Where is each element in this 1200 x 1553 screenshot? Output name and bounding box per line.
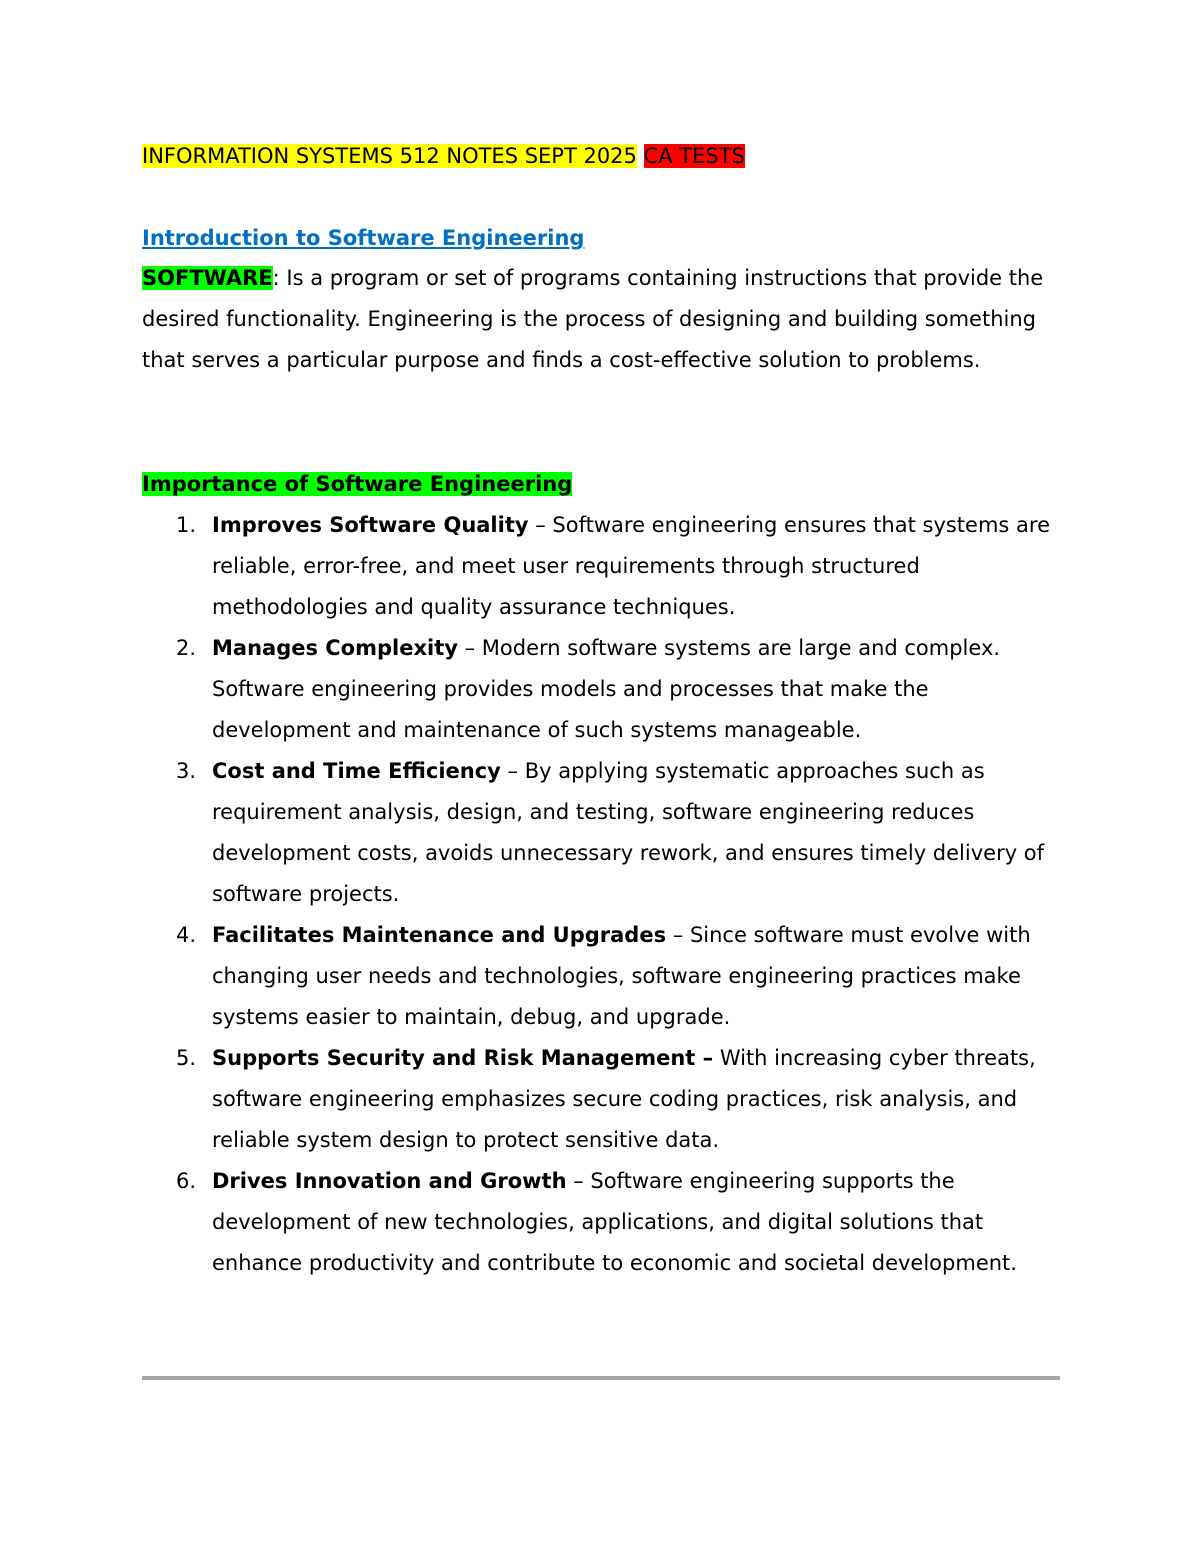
list-item-title: Supports Security and Risk Management – [212, 1046, 714, 1070]
list-item-text: – By applying systematic approaches such as requirement analysis, design, and testing, software engineering reduces development costs, avoids unnecessary rework, and ensures timely delivery of software projects. [212, 759, 1045, 906]
list-item-text: – Software engineering ensures that systems are reliable, error-free, and meet user requirements through structured methodologies and quality assurance techniques. [212, 513, 1050, 619]
importance-list [142, 505, 1062, 1284]
software-term: SOFTWARE [142, 266, 273, 290]
list-item [142, 751, 1062, 915]
importance-heading-text: Importance of Software Engineering [142, 472, 573, 496]
software-definition-text: : Is a program or set of programs containing instructions that provide the desired functionality. Engineering is the process of designing and building something that serves a particular purpose and finds a cost-effective solution to problems. [142, 266, 1044, 372]
list-item [142, 628, 1062, 751]
list-item [142, 1038, 1062, 1161]
list-item-text: With increasing cyber threats, software engineering emphasizes secure coding practices, risk analysis, and reliable system design to protect sensitive data. [212, 1046, 1036, 1152]
list-item-text: – Since software must evolve with changing user needs and technologies, software engineering practices make systems easier to maintain, debug, and upgrade. [212, 923, 1031, 1029]
list-item-title: Cost and Time Efficiency [212, 759, 501, 783]
list-item-text: – Software engineering supports the development of new technologies, applications, and digital solutions that enhance productivity and contribute to economic and societal development. [212, 1169, 1017, 1275]
list-item-number: 6. [176, 1169, 197, 1193]
document-title-line [142, 140, 745, 172]
list-item-number: 4. [176, 923, 197, 947]
document-title: INFORMATION SYSTEMS 512 NOTES SEPT 2025 [142, 144, 637, 168]
list-item-title: Improves Software Quality [212, 513, 529, 537]
ca-tests-badge: CA TESTS [643, 144, 745, 168]
software-definition [142, 258, 1062, 381]
list-item-number: 3. [176, 759, 197, 783]
list-item-text: – Modern software systems are large and complex. Software engineering provides models and processes that make the development and maintenance of such systems manageable. [212, 636, 1001, 742]
list-item-number: 5. [176, 1046, 197, 1070]
list-item [142, 1161, 1062, 1284]
list-item-number: 1. [176, 513, 197, 537]
horizontal-divider [142, 1376, 1060, 1380]
list-item [142, 915, 1062, 1038]
intro-heading-link[interactable]: Introduction to Software Engineering [142, 226, 585, 250]
list-item [142, 505, 1062, 628]
list-item-title: Facilitates Maintenance and Upgrades [212, 923, 667, 947]
importance-heading [142, 468, 572, 500]
list-item-title: Manages Complexity [212, 636, 458, 660]
list-item-number: 2. [176, 636, 197, 660]
list-item-title: Drives Innovation and Growth [212, 1169, 567, 1193]
